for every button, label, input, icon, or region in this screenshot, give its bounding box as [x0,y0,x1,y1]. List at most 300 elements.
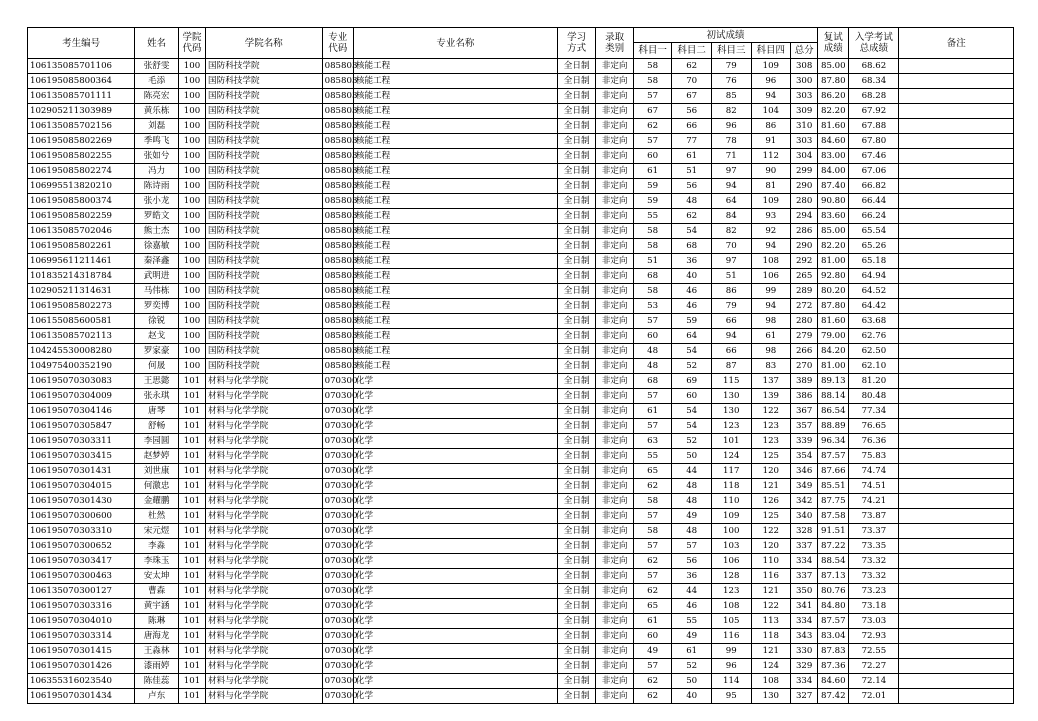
cell-subject2: 54 [672,404,712,419]
cell-subject3: 85 [711,89,751,104]
cell-remark [899,224,1014,239]
cell-exam-id: 106135085702156 [28,119,135,134]
table-row [28,629,1014,644]
cell-name: 陈亮宏 [135,89,179,104]
table-row [28,479,1014,494]
cell-admission-type: 非定向 [596,179,633,194]
cell-remark [899,674,1014,689]
cell-retest: 87.80 [818,74,849,89]
table-row [28,584,1014,599]
table-row [28,104,1014,119]
cell-name: 宋元煜 [135,524,179,539]
cell-subject1: 62 [633,479,672,494]
table-row [28,209,1014,224]
cell-study-mode: 全日制 [557,644,596,659]
cell-subject2: 62 [672,209,712,224]
table-row [28,674,1014,689]
cell-subject4: 90 [751,164,791,179]
cell-exam-id: 106195070303311 [28,434,135,449]
cell-exam-id: 106195070303417 [28,554,135,569]
cell-major-code: 085803 [322,74,353,89]
cell-subject1: 57 [633,659,672,674]
cell-name: 武明进 [135,269,179,284]
cell-admission-type: 非定向 [596,629,633,644]
cell-major-code: 085803 [322,299,353,314]
cell-subject2: 60 [672,389,712,404]
cell-college-name: 国防科技学院 [206,329,323,344]
cell-subject3: 116 [711,629,751,644]
cell-total: 266 [791,344,818,359]
cell-admission-type: 非定向 [596,674,633,689]
cell-admission-type: 非定向 [596,524,633,539]
cell-retest: 96.34 [818,434,849,449]
cell-subject4: 86 [751,119,791,134]
cell-remark [899,524,1014,539]
cell-admission-type: 非定向 [596,239,633,254]
table-row [28,599,1014,614]
cell-subject3: 123 [711,584,751,599]
cell-subject2: 61 [672,149,712,164]
cell-major-code: 070300 [322,689,353,704]
cell-major-name: 核能工程 [353,269,557,284]
cell-exam-id: 106195070304010 [28,614,135,629]
cell-subject4: 94 [751,239,791,254]
cell-retest: 82.20 [818,104,849,119]
cell-name: 毛添 [135,74,179,89]
cell-college-name: 材料与化学学院 [206,629,323,644]
cell-subject1: 60 [633,329,672,344]
cell-college-code: 101 [178,674,205,689]
cell-college-code: 100 [178,224,205,239]
cell-major-name: 化学 [353,374,557,389]
cell-admission-type: 非定向 [596,104,633,119]
cell-retest: 80.20 [818,284,849,299]
cell-subject3: 97 [711,254,751,269]
cell-total: 279 [791,329,818,344]
cell-final: 72.27 [849,659,899,674]
cell-subject1: 58 [633,284,672,299]
cell-retest: 88.54 [818,554,849,569]
cell-retest: 88.89 [818,419,849,434]
admission-score-sheet [27,27,1014,704]
cell-name: 陈诗雨 [135,179,179,194]
cell-college-name: 材料与化学学院 [206,434,323,449]
cell-admission-type: 非定向 [596,374,633,389]
cell-subject3: 106 [711,554,751,569]
cell-college-code: 100 [178,299,205,314]
cell-subject3: 110 [711,494,751,509]
cell-major-name: 核能工程 [353,149,557,164]
cell-subject2: 56 [672,179,712,194]
cell-subject3: 66 [711,344,751,359]
table-row [28,59,1014,74]
cell-study-mode: 全日制 [557,494,596,509]
cell-study-mode: 全日制 [557,209,596,224]
cell-college-code: 100 [178,359,205,374]
cell-study-mode: 全日制 [557,569,596,584]
cell-total: 308 [791,59,818,74]
cell-retest: 84.80 [818,599,849,614]
cell-final: 73.35 [849,539,899,554]
cell-college-code: 100 [178,74,205,89]
cell-subject1: 57 [633,89,672,104]
cell-subject1: 48 [633,359,672,374]
cell-subject3: 94 [711,329,751,344]
cell-admission-type: 非定向 [596,119,633,134]
cell-major-name: 化学 [353,614,557,629]
cell-subject1: 62 [633,689,672,704]
cell-final: 62.10 [849,359,899,374]
cell-college-name: 材料与化学学院 [206,689,323,704]
cell-subject3: 70 [711,239,751,254]
cell-subject4: 125 [751,509,791,524]
cell-college-code: 101 [178,404,205,419]
cell-college-name: 材料与化学学院 [206,479,323,494]
cell-final: 75.83 [849,449,899,464]
cell-major-code: 070300 [322,554,353,569]
cell-final: 72.14 [849,674,899,689]
cell-retest: 85.51 [818,479,849,494]
cell-retest: 83.04 [818,629,849,644]
cell-major-code: 085803 [322,269,353,284]
cell-study-mode: 全日制 [557,104,596,119]
cell-remark [899,329,1014,344]
cell-admission-type: 非定向 [596,539,633,554]
cell-subject1: 67 [633,104,672,119]
cell-exam-id: 106195070304146 [28,404,135,419]
cell-college-code: 100 [178,89,205,104]
table-row [28,464,1014,479]
score-table [27,27,1014,704]
cell-exam-id: 106195070301415 [28,644,135,659]
cell-subject3: 97 [711,164,751,179]
cell-major-code: 070300 [322,524,353,539]
cell-major-code: 070300 [322,644,353,659]
cell-retest: 87.40 [818,179,849,194]
cell-subject3: 64 [711,194,751,209]
cell-exam-id: 104245530008280 [28,344,135,359]
cell-subject2: 56 [672,104,712,119]
cell-subject1: 53 [633,299,672,314]
cell-major-name: 化学 [353,509,557,524]
cell-final: 72.93 [849,629,899,644]
cell-major-code: 070300 [322,674,353,689]
cell-subject4: 124 [751,659,791,674]
cell-major-name: 化学 [353,479,557,494]
header-study-mode: 学习 方式 [557,28,596,59]
cell-retest: 87.57 [818,614,849,629]
cell-retest: 81.00 [818,359,849,374]
cell-study-mode: 全日制 [557,434,596,449]
cell-study-mode: 全日制 [557,269,596,284]
cell-admission-type: 非定向 [596,464,633,479]
cell-retest: 84.20 [818,344,849,359]
cell-study-mode: 全日制 [557,89,596,104]
cell-subject1: 58 [633,224,672,239]
cell-admission-type: 非定向 [596,284,633,299]
cell-subject2: 55 [672,614,712,629]
cell-remark [899,419,1014,434]
cell-college-code: 101 [178,509,205,524]
cell-remark [899,659,1014,674]
cell-total: 299 [791,164,818,179]
cell-remark [899,359,1014,374]
cell-subject4: 96 [751,74,791,89]
cell-college-name: 国防科技学院 [206,119,323,134]
cell-retest: 87.66 [818,464,849,479]
cell-final: 76.36 [849,434,899,449]
cell-college-name: 国防科技学院 [206,344,323,359]
cell-remark [899,344,1014,359]
cell-major-name: 化学 [353,674,557,689]
cell-name: 张如兮 [135,149,179,164]
cell-subject3: 109 [711,509,751,524]
cell-admission-type: 非定向 [596,434,633,449]
cell-remark [899,479,1014,494]
cell-admission-type: 非定向 [596,194,633,209]
cell-college-code: 100 [178,209,205,224]
cell-subject1: 57 [633,419,672,434]
cell-major-name: 核能工程 [353,284,557,299]
cell-subject2: 44 [672,584,712,599]
cell-subject3: 108 [711,599,751,614]
cell-college-code: 101 [178,434,205,449]
cell-name: 徐嘉敏 [135,239,179,254]
cell-major-name: 核能工程 [353,224,557,239]
cell-subject4: 121 [751,644,791,659]
cell-name: 刘磊 [135,119,179,134]
table-row [28,404,1014,419]
cell-remark [899,209,1014,224]
cell-total: 337 [791,539,818,554]
cell-major-name: 核能工程 [353,239,557,254]
cell-admission-type: 非定向 [596,329,633,344]
cell-exam-id: 106195070304015 [28,479,135,494]
cell-retest: 82.20 [818,239,849,254]
cell-study-mode: 全日制 [557,344,596,359]
cell-subject2: 36 [672,254,712,269]
cell-final: 68.28 [849,89,899,104]
cell-subject3: 117 [711,464,751,479]
cell-total: 339 [791,434,818,449]
table-row [28,134,1014,149]
cell-major-name: 化学 [353,629,557,644]
cell-admission-type: 非定向 [596,209,633,224]
cell-retest: 91.51 [818,524,849,539]
cell-name: 罗皓文 [135,209,179,224]
cell-study-mode: 全日制 [557,479,596,494]
cell-retest: 84.60 [818,134,849,149]
cell-major-name: 化学 [353,524,557,539]
cell-major-code: 085803 [322,194,353,209]
cell-retest: 81.60 [818,314,849,329]
cell-major-name: 化学 [353,659,557,674]
cell-subject1: 65 [633,599,672,614]
cell-major-code: 085803 [322,329,353,344]
cell-subject1: 62 [633,584,672,599]
cell-total: 327 [791,689,818,704]
cell-name: 杜然 [135,509,179,524]
cell-major-name: 核能工程 [353,194,557,209]
cell-retest: 86.20 [818,89,849,104]
cell-total: 300 [791,74,818,89]
cell-subject1: 51 [633,254,672,269]
cell-subject3: 130 [711,404,751,419]
cell-subject3: 82 [711,224,751,239]
cell-study-mode: 全日制 [557,464,596,479]
cell-subject4: 98 [751,314,791,329]
table-row [28,539,1014,554]
cell-college-code: 100 [178,314,205,329]
cell-total: 304 [791,149,818,164]
cell-subject2: 59 [672,314,712,329]
cell-final: 65.54 [849,224,899,239]
cell-retest: 85.00 [818,59,849,74]
cell-subject4: 130 [751,689,791,704]
cell-college-name: 材料与化学学院 [206,539,323,554]
cell-major-code: 085803 [322,209,353,224]
cell-total: 334 [791,674,818,689]
cell-admission-type: 非定向 [596,254,633,269]
cell-subject3: 99 [711,644,751,659]
cell-subject4: 123 [751,419,791,434]
cell-admission-type: 非定向 [596,359,633,374]
cell-college-code: 101 [178,539,205,554]
table-row [28,254,1014,269]
cell-exam-id: 106195085802274 [28,164,135,179]
cell-subject3: 79 [711,59,751,74]
cell-subject4: 113 [751,614,791,629]
cell-remark [899,194,1014,209]
table-row [28,329,1014,344]
cell-retest: 83.00 [818,149,849,164]
cell-study-mode: 全日制 [557,329,596,344]
cell-exam-id: 106195085802255 [28,149,135,164]
cell-exam-id: 106195070303083 [28,374,135,389]
cell-major-code: 085803 [322,254,353,269]
cell-retest: 92.80 [818,269,849,284]
cell-subject1: 63 [633,434,672,449]
cell-major-name: 化学 [353,584,557,599]
cell-retest: 80.76 [818,584,849,599]
cell-exam-id: 106195070301434 [28,689,135,704]
cell-study-mode: 全日制 [557,239,596,254]
cell-exam-id: 106195085802259 [28,209,135,224]
cell-study-mode: 全日制 [557,194,596,209]
cell-retest: 84.60 [818,674,849,689]
cell-name: 赵戈 [135,329,179,344]
cell-remark [899,599,1014,614]
cell-college-name: 材料与化学学院 [206,584,323,599]
table-body [28,59,1014,704]
cell-subject3: 100 [711,524,751,539]
cell-subject3: 78 [711,134,751,149]
cell-major-name: 核能工程 [353,329,557,344]
cell-study-mode: 全日制 [557,599,596,614]
cell-remark [899,119,1014,134]
header-college-code: 学院 代码 [178,28,205,59]
cell-college-code: 101 [178,629,205,644]
cell-study-mode: 全日制 [557,374,596,389]
cell-subject1: 61 [633,614,672,629]
cell-name: 李园圆 [135,434,179,449]
cell-name: 何晟 [135,359,179,374]
cell-subject3: 101 [711,434,751,449]
cell-college-code: 100 [178,269,205,284]
cell-retest: 84.00 [818,164,849,179]
cell-name: 何激忠 [135,479,179,494]
cell-exam-id: 106995513820210 [28,179,135,194]
cell-college-code: 101 [178,494,205,509]
cell-college-name: 国防科技学院 [206,134,323,149]
cell-name: 陈琳 [135,614,179,629]
cell-study-mode: 全日制 [557,254,596,269]
cell-final: 73.87 [849,509,899,524]
cell-subject2: 50 [672,674,712,689]
cell-college-name: 国防科技学院 [206,149,323,164]
cell-subject3: 123 [711,419,751,434]
cell-admission-type: 非定向 [596,164,633,179]
cell-subject1: 55 [633,209,672,224]
cell-total: 340 [791,509,818,524]
cell-exam-id: 106135085702113 [28,329,135,344]
cell-final: 67.80 [849,134,899,149]
cell-name: 徐锐 [135,314,179,329]
cell-subject1: 58 [633,494,672,509]
cell-final: 72.01 [849,689,899,704]
cell-study-mode: 全日制 [557,389,596,404]
cell-subject3: 66 [711,314,751,329]
cell-final: 74.21 [849,494,899,509]
cell-remark [899,404,1014,419]
cell-study-mode: 全日制 [557,449,596,464]
table-row [28,224,1014,239]
cell-subject4: 94 [751,89,791,104]
cell-exam-id: 104975400352190 [28,359,135,374]
cell-subject1: 57 [633,389,672,404]
cell-college-name: 国防科技学院 [206,269,323,284]
cell-final: 67.88 [849,119,899,134]
cell-subject3: 124 [711,449,751,464]
cell-major-code: 085803 [322,89,353,104]
cell-remark [899,59,1014,74]
cell-subject1: 62 [633,554,672,569]
cell-admission-type: 非定向 [596,584,633,599]
cell-college-code: 100 [178,179,205,194]
cell-name: 秦泽鑫 [135,254,179,269]
cell-final: 64.94 [849,269,899,284]
cell-retest: 87.13 [818,569,849,584]
cell-subject3: 95 [711,689,751,704]
cell-name: 张舒雯 [135,59,179,74]
cell-admission-type: 非定向 [596,314,633,329]
cell-subject2: 70 [672,74,712,89]
cell-study-mode: 全日制 [557,509,596,524]
cell-major-name: 化学 [353,539,557,554]
cell-college-name: 材料与化学学院 [206,569,323,584]
cell-major-code: 085803 [322,344,353,359]
cell-exam-id: 106195070300652 [28,539,135,554]
cell-subject2: 57 [672,539,712,554]
cell-study-mode: 全日制 [557,119,596,134]
cell-retest: 87.83 [818,644,849,659]
cell-study-mode: 全日制 [557,179,596,194]
cell-subject3: 103 [711,539,751,554]
cell-subject2: 40 [672,689,712,704]
cell-major-name: 化学 [353,494,557,509]
cell-subject4: 99 [751,284,791,299]
cell-exam-id: 106135085701111 [28,89,135,104]
